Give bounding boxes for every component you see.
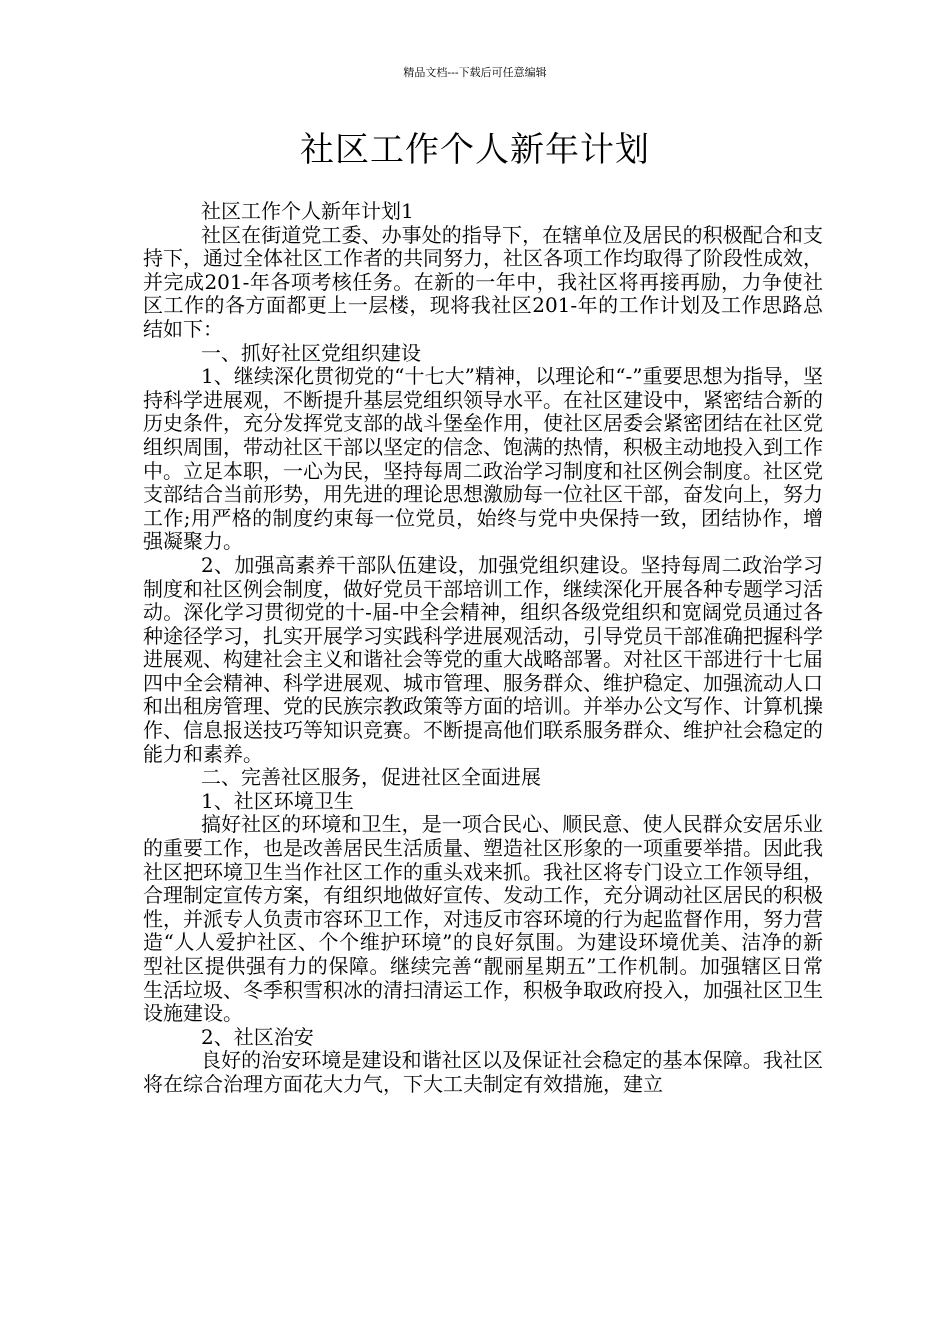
- section-heading-2: 二、完善社区服务，促进社区全面进展: [201, 765, 541, 790]
- header-note: 精品文档---下载后可任意编辑: [403, 66, 547, 79]
- paragraph-1-1: 1、继续深化贯彻党的“十七大”精神，以理论和“-”重要思想为指导，坚持科学进展观，不断提升基层党组织领导水平。在社区建设中，紧密结合新的历史条件，充分发挥党支部的战斗堡垒作用，使社区居委会紧密团结在社区党组织周围，带动社区干部以坚定的信念、饱满的热情，积极主动地投入到工作中。立足本职，一心为民，坚持每周二政治学习制度和社区例会制度。社区党支部结合当前形势，用先进的理论思想激励每一位社区干部，奋发向上，努力工作;用严格的制度约束每一位党员，始终与党中央保持一致，团结协作，增强凝聚力。: [143, 364, 823, 554]
- section-heading-1: 一、抓好社区党组织建设: [201, 340, 421, 365]
- paragraph-subtitle: 社区工作个人新年计划1: [201, 199, 414, 223]
- paragraph-1-2: 2、加强高素养干部队伍建设，加强党组织建设。坚持每周二政治学习制度和社区例会制度，做好党员干部培训工作，继续深化开展各种专题学习活动。深化学习贯彻党的十-届-中全会精神，组织各级党组织和宽阔党员通过各种途径学习，扎实开展学习实践科学进展观活动，引导党员干部准确把握科学进展观、构建社会主义和谐社会等党的重大战略部署。对社区干部进行十七届四中全会精神、科学进展观、城市管理、服务群众、维护稳定、加强流动人口和出租房管理、党的民族宗教政策等方面的培训。并举办公文写作、计算机操作、信息报送技巧等知识竞赛。不断提高他们联系服务群众、维护社会稳定的能力和素养。: [143, 552, 823, 766]
- paragraph-2-2: 良好的治安环境是建设和谐社区以及保证社会稳定的基本保障。我社区将在综合治理方面花大力气，下大工夫制定有效措施，建立: [143, 1048, 823, 1096]
- paragraph-intro: 社区在街道党工委、办事处的指导下，在辖单位及居民的积极配合和支持下，通过全体社区工作者的共同努力，社区各项工作均取得了阶段性成效，并完成201-年各项考核任务。在新的一年中，我社区将再接再励，力争使社区工作的各方面都更上一层楼，现将我社区201-年的工作计划及工作思路总结如下：: [143, 222, 823, 341]
- subheading-2-2: 2、社区治安: [201, 1024, 314, 1049]
- subheading-2-1: 1、社区环境卫生: [201, 788, 354, 813]
- document-title: 社区工作个人新年计划: [300, 130, 650, 170]
- document-body: [143, 200, 823, 1097]
- paragraph-2-1: 搞好社区的环境和卫生，是一项合民心、顺民意、使人民群众安居乐业的重要工作，也是改善居民生活质量、塑造社区形象的一项重要举措。因此我社区把环境卫生当作社区工作的重头戏来抓。我社区将专门设立工作领导组，合理制定宣传方案，有组织地做好宣传、发动工作，充分调动社区居民的积极性，并派专人负责市容环卫工作，对违反市容环境的行为起监督作用，努力营造“人人爱护社区、个个维护环境”的良好氛围。为建设环境优美、洁净的新型社区提供强有力的保障。继续完善“靓丽星期五”工作机制。加强辖区日常生活垃圾、冬季积雪积冰的清扫清运工作，积极争取政府投入，加强社区卫生设施建设。: [143, 812, 823, 1026]
